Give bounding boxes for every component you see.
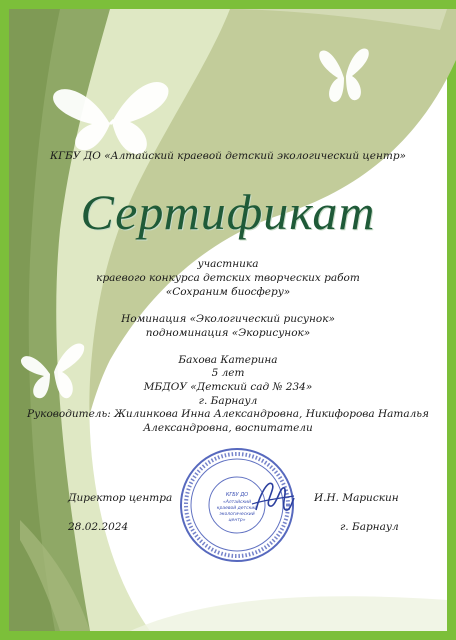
subnomination: подноминация «Экорисунок» <box>145 327 311 339</box>
supervisor-line-2: Александровна, воспитатели <box>143 422 313 434</box>
issue-date: 28.02.2024 <box>68 521 129 533</box>
certificate-title: Сертификат <box>80 184 376 240</box>
svg-text:экологический: экологический <box>219 512 255 517</box>
svg-text:«Алтайский: «Алтайский <box>222 500 252 505</box>
butterfly-icon <box>52 72 170 160</box>
svg-text:КГБУ ДО: КГБУ ДО <box>225 492 249 498</box>
director-label: Директор центра <box>68 492 173 504</box>
contest-name: «Сохраним биосферу» <box>165 286 291 298</box>
participant-name: Бахова Катерина <box>178 354 278 366</box>
participant-age: 5 лет <box>211 367 245 379</box>
supervisor-line-1: Руководитель: Жилинкова Инна Александровна, Никифорова Наталья <box>27 408 429 420</box>
contest-description: краевого конкурса детских творческих работ <box>96 272 360 284</box>
nomination: Номинация «Экологический рисунок» <box>121 313 335 325</box>
organization-name: КГБУ ДО «Алтайский краевой детский экологический центр» <box>50 150 406 162</box>
svg-text:центр»: центр» <box>228 518 246 523</box>
school-city: г. Барнаул <box>198 395 258 407</box>
svg-text:краевой детский: краевой детский <box>216 506 258 511</box>
participant-label: участника <box>197 258 259 270</box>
issue-place: г. Барнаул <box>340 521 399 533</box>
director-signature <box>250 474 296 518</box>
butterfly-icon <box>318 44 370 106</box>
director-name: И.Н. Марискин <box>314 492 399 504</box>
school-name: МБДОУ «Детский сад № 234» <box>143 381 313 393</box>
